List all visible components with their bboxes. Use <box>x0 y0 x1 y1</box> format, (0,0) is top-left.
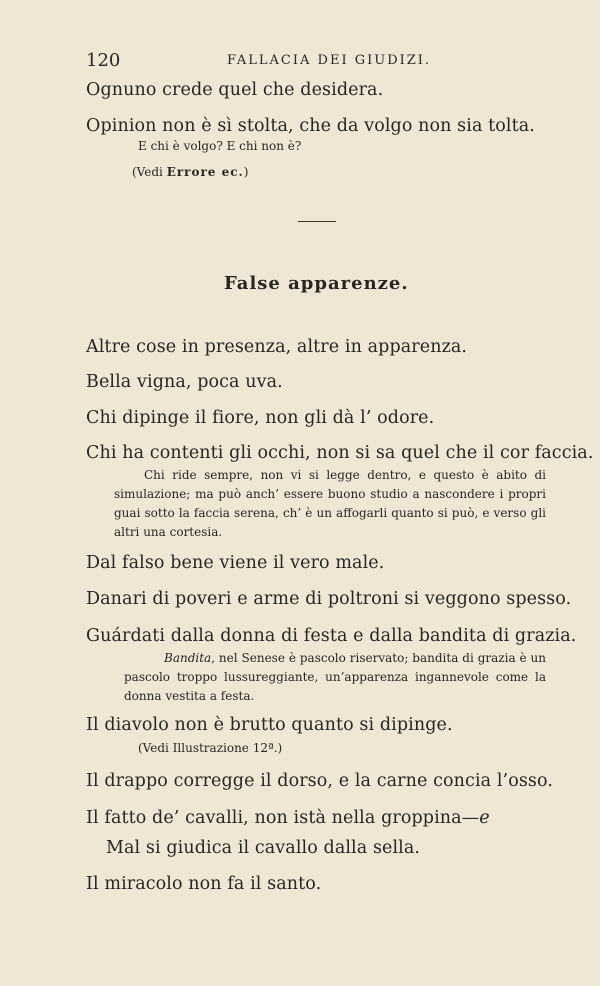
cross-reference-suffix: ) <box>243 165 249 179</box>
cross-reference-term: Errore ec. <box>166 165 244 179</box>
running-title: FALLACIA DEI GIUDIZI. <box>227 53 432 68</box>
proverb: Il drappo corregge il dorso, e la carne concia l’osso. <box>86 771 553 791</box>
section-title: False apparenze. <box>224 273 409 294</box>
proverb: Bella vigna, poca uva. <box>86 372 283 392</box>
commentary: Chi ride sempre, non vi si legge dentro, e questo è abito di simulazione; ma può anch’ essere buono studio a nascondere i propri guai sotto la faccia serena, ch’ è un affogarli quanto si può, e verso gli altri una cortesia. <box>114 468 546 539</box>
cross-reference-prefix: (Vedi <box>132 165 167 179</box>
cross-reference <box>132 165 248 179</box>
proverb: Chi dipinge il fiore, non gli dà l’ odore. <box>86 408 435 428</box>
note: E chi è volgo? E chi non è? <box>138 139 302 153</box>
proverb: Opinion non è sì stolta, che da volgo non sia tolta. <box>86 116 535 136</box>
cross-reference: (Vedi Illustrazione 12ª.) <box>138 741 283 755</box>
section-divider <box>298 221 336 222</box>
proverb: Il miracolo non fa il santo. <box>86 874 322 894</box>
proverb: Dal falso bene viene il vero male. <box>86 553 385 573</box>
proverb: Danari di poveri e arme di poltroni si veggono spesso. <box>86 589 572 609</box>
proverb-continuation: Mal si giudica il cavallo dalla sella. <box>106 838 421 858</box>
proverb <box>86 808 490 828</box>
page-number: 120 <box>86 50 121 71</box>
commentary-text: , nel Senese è pascolo riservato; bandita di grazia è un pascolo troppo lussureggiante, un’apparenza ingannevole come la donna vestita a festa. <box>124 651 546 703</box>
proverb: Altre cose in presenza, altre in apparenza. <box>86 337 468 357</box>
commentary <box>124 649 546 706</box>
proverb: Ognuno crede quel che desidera. <box>86 80 384 100</box>
proverb: Guárdati dalla donna di festa e dalla bandita di grazia. <box>86 626 577 646</box>
proverb: Il diavolo non è brutto quanto si dipinge. <box>86 715 453 735</box>
proverb-text: Il fatto de’ cavalli, non istà nella groppina— <box>86 808 480 828</box>
proverb: Chi ha contenti gli occhi, non si sa quel che il cor faccia. <box>86 443 594 463</box>
proverb-conjunction: e <box>479 808 490 828</box>
commentary-term: Bandita <box>164 651 212 665</box>
